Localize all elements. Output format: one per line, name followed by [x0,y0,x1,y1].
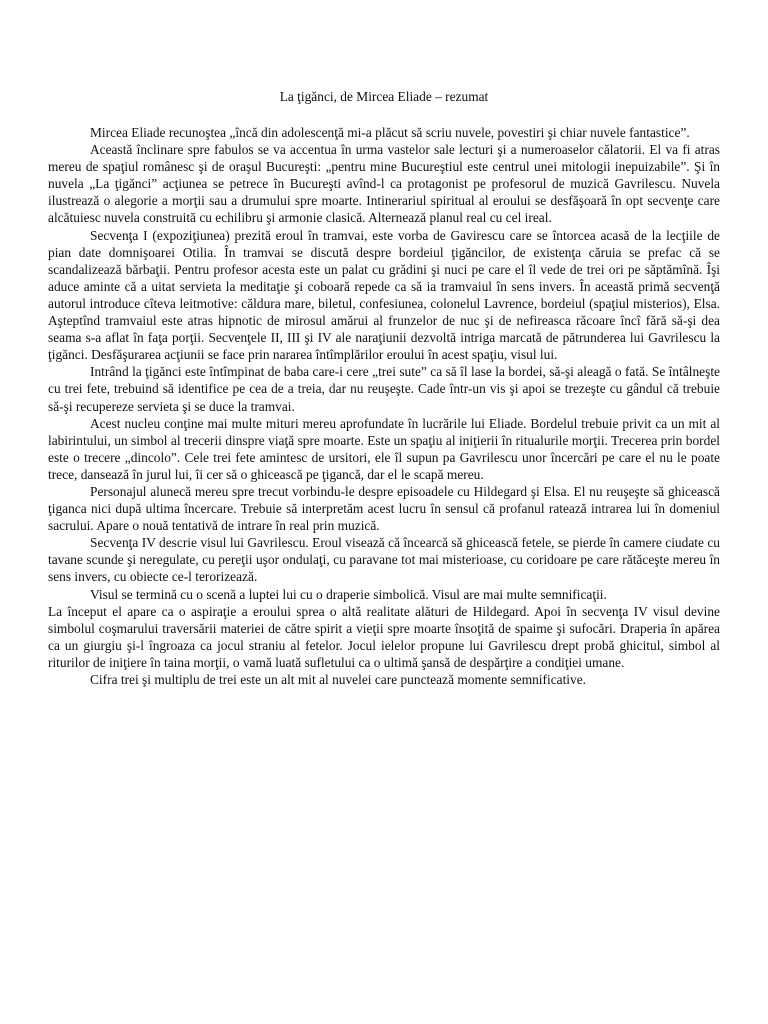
paragraph-la-inceput: La început el apare ca o aspiraţie a eroului sprea o altă realitate alături de Hildegard. Apoi în secvenţa IV visul devine simbolul coşmarului traversării materiei de către spirit a vieţii spre moarte însoţită de spaime şi sufocări. Draperia în apărea ca un giurgiu şi-l îngroaza ca jocul straniu al fetelor. Jocul ielelor propune lui Gavrilescu drept probă ghicitul, simbol al riturilor de iniţiere în taina morţii, o vamă luată sufletului ca o ultimă şansă de despărţire a condiţiei umane. [48,603,720,670]
document-page [48,88,720,688]
paragraph-secventa-1: Secvenţa I (expoziţiunea) prezită eroul în tramvai, este vorba de Gavirescu care se întorcea acasă de la lecţiile de pian date domnişoarei Otilia. În tramvai se discută despre bordeiul ţigăncilor, de existenţa căruia se prefac că se scandalizează bărbaţii. Pentru profesor acesta este un palat cu grădini şi nuci pe care el îl vede de trei ori pe săptămînă. Îşi aduce aminte că a uitat servieta la meditaţie şi coboară repede ca să ia tramvaiul în sens invers. În această primă secvenţă autorul introduce cîteva leitmotive: căldura mare, biletul, confesiunea, colonelul Lavrence, bordeiul (spaţiul misterios), Elsa. Aşteptînd tramvaiul este atras hipnotic de mirosul amărui al frunzelor de nuc şi de nefireasca răcoare încî fără să-şi dea seama s-a aflat în faţa porţii. Secvenţele II, III şi IV ale naraţiunii dezvoltă intriga marcată de pătrunderea lui Gavrilescu la ţigănci. Desfăşurarea acţiunii se face prin nararea întîmplărilor eroului în acest spaţiu, visul lui. [48,227,720,363]
paragraph-secventa-4: Secvenţa IV descrie visul lui Gavrilescu. Eroul visează că încearcă să ghicească fetele, se pierde în camere ciudate cu tavane scunde şi neregulate, cu pereţii uşor ondulaţi, cu paravane tot mai misterioase, cu coridoare pe care rătăceşte mereu în sens invers, cu obiecte ce-l terorizează. [48,535,720,585]
paragraph-fabulos: Această înclinare spre fabulos se va accentua în urma vastelor sale lecturi şi a numeroaselor călatorii. El va fi atras mereu de spaţiul românesc şi de oraşul Bucureşti: „pentru mine Bucureştiul este centrul unei mitologii inepuizabile”. Şi în nuvela „La ţigănci” acţiunea se petrece în Bucureşti avînd-l ca protagonist pe profesorul de muzică Gavrilescu. Nuvela ilustrează o alegorie a morţii sau a drumului spre moarte. Intinerariul spiritual al eroului se desfăşoară în opt secvenţe care alcătuiesc nuvela construită cu echilibru şi armonie clasică. Alternează planul real cu cel ireal. [48,142,720,226]
paragraph-personajul: Personajul alunecă mereu spre trecut vorbindu-le despre episoadele cu Hildegard şi Elsa. El nu reuşeşte să ghicească ţiganca nici după ultima încercare. Trebuie să interpretăm acest lucru în sensul că profanul ratează intrarea lui în domeniul sacrului. Apare o nouă tentativă de intrare în real prin muzică. [48,483,720,534]
paragraph-visul: Visul se termină cu o scenă a luptei lui cu o draperie simbolică. Visul are mai multe semnificaţii. [90,586,607,602]
paragraph-nucleu: Acest nucleu conţine mai multe mituri mereu aprofundate în lucrările lui Eliade. Bordelul trebuie privit ca un mit al labirintului, un simbol al trecerii dinspre viaţă spre moarte. Este un spaţiu al iniţierii în ritualurile morţii. Trecerea prin bordel este o trecere „dincolo”. Cele trei fete amintesc de ursitori, ele îl supun pa Gavrilescu unor încercări pe care el nu le poate trece, dansează în jurul lui, îi cer să o ghicească pe ţigancă, dar el le scapă mereu. [48,415,720,482]
paragraph-intro: Mircea Eliade recunoştea „încă din adolescenţă mi-a plăcut să scriu nuvele, povestiri şi chiar nuvele fantastice”. [90,125,690,140]
paragraph-cifra-trei: Cifra trei şi multiplu de trei este un alt mit al nuvelei care punctează momente semnificative. [90,672,587,687]
document-body [48,124,720,688]
document-title: La ţigănci, de Mircea Eliade – rezumat [279,89,489,104]
paragraph-intrand-la-tiganci: Intrând la ţigănci este întîmpinat de baba care-i cere „trei sute” ca să îl lase la bordei, să-şi aleagă o fată. Se întâlneşte cu trei fete, trebuind să identifice pe cea de a treia, dar nu reuşeşte. Cade într-un vis şi apoi se trezeşte cu gândul că trebuie să-şi recupereze servieta şi se duce la tramvai. [48,364,720,414]
